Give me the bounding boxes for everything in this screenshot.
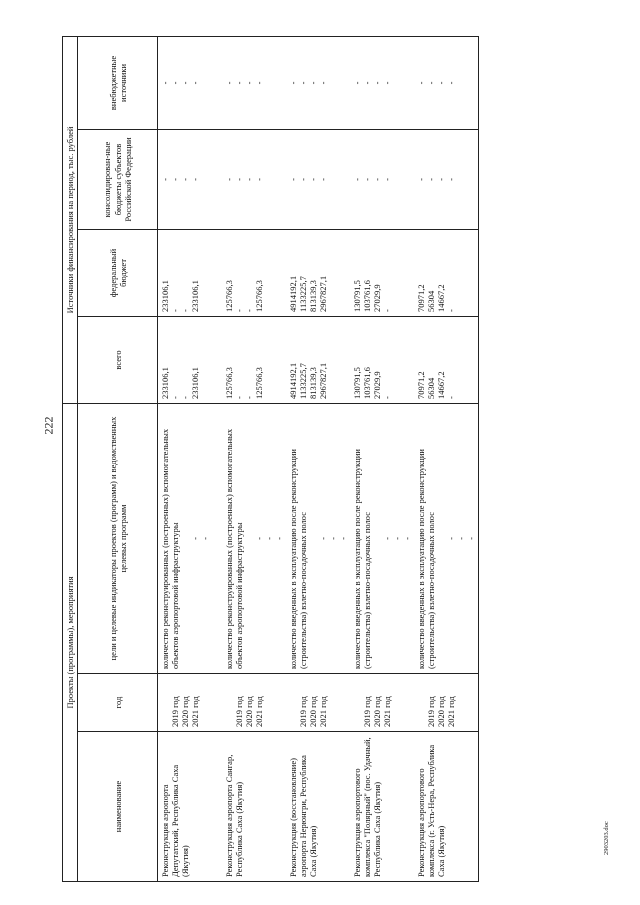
other-cell-value: - [244, 81, 255, 85]
federal-cell-value: - [446, 309, 457, 312]
federal-cell-value: 125766,3 [224, 280, 235, 312]
federal-cell-value: 233106,1 [160, 280, 171, 312]
goal-value-value [244, 408, 254, 669]
project-name-cell: Реконструкция аэропортового комплекса (г. Усть-Нера, Республика Саха (Якутия) [414, 732, 479, 882]
other-cell-value: - [190, 81, 201, 85]
other-cell [414, 36, 479, 129]
regional-cell-value: - [308, 178, 319, 181]
year-cell-value: 2019 год [170, 696, 181, 727]
regional-cell [350, 129, 414, 229]
goal-value-value [308, 408, 318, 669]
other-cell-value: - [180, 81, 191, 85]
goal-value-value [436, 408, 446, 669]
goal-cell [350, 403, 414, 673]
goal-cell [158, 403, 223, 673]
col-total-header: всего [78, 316, 158, 403]
regional-cell-value: - [170, 178, 181, 181]
regional-cell [414, 129, 479, 229]
year-cell-value: 2021 год [190, 696, 201, 727]
other-cell-value: - [308, 81, 319, 85]
federal-cell-value: 2967827,1 [318, 275, 329, 312]
total-cell-value: - [382, 396, 393, 399]
other-cell-value: - [382, 81, 393, 85]
table-row [222, 36, 286, 881]
year-cell-value [224, 678, 234, 727]
regional-cell-value: - [244, 178, 255, 181]
other-cell-value: - [234, 81, 245, 85]
year-cell [222, 674, 286, 732]
goal-text: количество реконструированных (построенных) вспомогательных объектов аэропортовой инфраструктуры [224, 428, 245, 669]
total-cell [222, 316, 286, 403]
federal-cell-value: 4914192,1 [288, 275, 299, 312]
total-cell [414, 316, 479, 403]
federal-cell-value: 70971,2 [416, 284, 427, 312]
goal-value-value: - [456, 537, 467, 540]
year-cell-value: 2019 год [426, 696, 437, 727]
col-federal-header: федеральный бюджет [78, 229, 158, 316]
total-cell-value: 125766,3 [254, 367, 265, 399]
federal-cell-value: 130791,5 [352, 280, 363, 312]
document-code: 2903203.doc [603, 821, 610, 855]
regional-cell-value: - [446, 178, 457, 181]
col-regional-header: консолидирован-ные бюджеты субъектов Российской Федерации [78, 129, 158, 229]
goal-cell [222, 403, 286, 673]
regional-cell-value: - [288, 178, 299, 181]
other-cell [158, 36, 223, 129]
total-cell-value: - [170, 396, 181, 399]
total-cell-value: - [446, 396, 457, 399]
regional-cell-value: - [224, 178, 235, 181]
regional-cell-value: - [436, 178, 447, 181]
goal-value-value: - [200, 537, 211, 540]
total-cell-value: 27029,9 [372, 371, 383, 399]
regional-cell-value: - [160, 178, 171, 181]
year-cell-value: 2019 год [362, 696, 373, 727]
regional-cell-value: - [416, 178, 427, 181]
regional-cell [286, 129, 350, 229]
federal-cell-value: 125766,3 [254, 280, 265, 312]
group-financing-header: Источники финансирования на период, тыс. рублей [63, 36, 78, 403]
table-row [158, 36, 223, 881]
regional-cell [222, 129, 286, 229]
regional-cell-value: - [234, 178, 245, 181]
year-cell-value [416, 678, 426, 727]
goal-value-value: - [446, 537, 457, 540]
regional-cell-value: - [298, 178, 309, 181]
total-cell-value: 103761,6 [362, 367, 373, 399]
project-name-cell: Реконструкция аэропортового комплекса "Полярный" (пос. Удачный, Республика Саха (Якутия) [350, 732, 414, 882]
total-cell-value: - [234, 396, 245, 399]
project-name-cell: Реконструкция (восстановление) аэропорта Нерюнгри, Республика Саха (Якутия) [286, 732, 350, 882]
year-cell-value: 2020 год [436, 696, 447, 727]
year-cell-value: 2021 год [318, 696, 329, 727]
project-name-cell: Реконструкция аэропорта Депутатский, Республика Саха (Якутия) [158, 732, 223, 882]
regional-cell-value: - [382, 178, 393, 181]
other-cell-value: - [224, 81, 235, 85]
other-cell-value: - [170, 81, 181, 85]
federal-cell-value: - [382, 309, 393, 312]
federal-cell [286, 229, 350, 316]
col-name-header: наименование [78, 732, 158, 882]
total-cell-value: 813139,3 [308, 367, 319, 399]
goal-value-value: - [190, 537, 201, 540]
goal-value-value: - [274, 537, 285, 540]
total-cell-value: - [180, 396, 191, 399]
page-number: 222 [41, 416, 56, 435]
year-cell-value: 2021 год [446, 696, 457, 727]
federal-cell-value: 56304 [426, 290, 437, 312]
goal-value-value: - [402, 537, 413, 540]
year-cell-value [160, 678, 170, 727]
other-cell-value: - [160, 81, 171, 85]
other-cell-value: - [446, 81, 457, 85]
total-cell-value: 70971,2 [416, 371, 427, 399]
goal-text: количество введенных в эксплуатацию после реконструкции (строительства) взлетно-посадочных полос [288, 449, 309, 669]
federal-cell-value: - [180, 309, 191, 312]
table-row [286, 36, 350, 881]
federal-cell [158, 229, 223, 316]
goal-value-value [372, 408, 382, 669]
other-cell-value: - [254, 81, 265, 85]
year-cell-value: 2019 год [298, 696, 309, 727]
regional-cell-value: - [362, 178, 373, 181]
regional-cell-value: - [318, 178, 329, 181]
total-cell-value: 130791,5 [352, 367, 363, 399]
goal-text: количество введенных в эксплуатацию после реконструкции (строительства) взлетно-посадочных полос [416, 449, 437, 669]
federal-cell [222, 229, 286, 316]
year-cell-value: 2020 год [180, 696, 191, 727]
total-cell-value: 1133225,7 [298, 363, 309, 399]
other-cell-value: - [436, 81, 447, 85]
goal-value-value: - [466, 537, 477, 540]
year-cell-value: 2019 год [234, 696, 245, 727]
table-row [414, 36, 479, 881]
total-cell-value: 4914192,1 [288, 362, 299, 399]
federal-cell-value: 14667,2 [436, 284, 447, 312]
goal-value-value: - [328, 537, 339, 540]
col-goals-header: цели и целевые индикаторы проектов (программ) и ведомственных целевых программ [78, 403, 158, 673]
other-cell-value: - [426, 81, 437, 85]
other-cell-value: - [362, 81, 373, 85]
year-cell-value: 2021 год [254, 696, 265, 727]
other-cell-value: - [372, 81, 383, 85]
regional-cell-value: - [352, 178, 363, 181]
goal-value-value: - [338, 537, 349, 540]
total-cell-value: 56304 [426, 377, 437, 399]
col-year-header: год [78, 674, 158, 732]
goal-text: количество введенных в эксплуатацию после реконструкции (строительства) взлетно-посадочных полос [352, 449, 373, 669]
goal-cell [414, 403, 479, 673]
other-cell [350, 36, 414, 129]
group-projects-header: Проекты (программы), мероприятия [63, 403, 78, 881]
total-cell-value: - [244, 396, 255, 399]
goal-value-value [210, 408, 220, 669]
other-cell-value: - [298, 81, 309, 85]
year-cell-value: 2020 год [372, 696, 383, 727]
project-name-cell: Реконструкция аэропорта Сангар, Республика Саха (Якутия) [222, 732, 286, 882]
regional-cell-value: - [190, 178, 201, 181]
year-cell-value: 2020 год [244, 696, 255, 727]
federal-cell-value: - [234, 309, 245, 312]
financing-table [62, 36, 479, 882]
other-cell-value: - [352, 81, 363, 85]
year-cell [414, 674, 479, 732]
regional-cell-value: - [372, 178, 383, 181]
total-cell [158, 316, 223, 403]
total-cell-value: 14667,2 [436, 371, 447, 399]
federal-cell-value: - [170, 309, 181, 312]
col-other-header: внебюджетные источники [78, 36, 158, 129]
goal-value-value [180, 408, 190, 669]
federal-cell-value: 27029,9 [372, 284, 383, 312]
federal-cell-value: 813139,3 [308, 280, 319, 312]
year-cell-value: 2020 год [308, 696, 319, 727]
other-cell [222, 36, 286, 129]
total-cell-value: 125766,3 [224, 367, 235, 399]
federal-cell-value: 1133225,7 [298, 276, 309, 312]
federal-cell-value: 103761,6 [362, 280, 373, 312]
total-cell [350, 316, 414, 403]
year-cell [286, 674, 350, 732]
other-cell-value: - [288, 81, 299, 85]
goal-value-value: - [318, 537, 329, 540]
regional-cell [158, 129, 223, 229]
year-cell [350, 674, 414, 732]
regional-cell-value: - [180, 178, 191, 181]
other-cell [286, 36, 350, 129]
total-cell-value: 233106,1 [190, 367, 201, 399]
federal-cell-value: - [244, 309, 255, 312]
year-cell-value: 2021 год [382, 696, 393, 727]
goal-cell [286, 403, 350, 673]
goal-value-value: - [254, 537, 265, 540]
total-cell [286, 316, 350, 403]
goal-text: количество реконструированных (построенных) вспомогательных объектов аэропортовой инфраструктуры [160, 428, 181, 669]
federal-cell-value: 233106,1 [190, 280, 201, 312]
year-cell-value [288, 678, 298, 727]
federal-cell [414, 229, 479, 316]
regional-cell-value: - [426, 178, 437, 181]
goal-value-value: - [392, 537, 403, 540]
year-cell [158, 674, 223, 732]
total-cell-value: 2967827,1 [318, 362, 329, 399]
rotated-table-container [62, 37, 588, 882]
year-cell-value [352, 678, 362, 727]
federal-cell [350, 229, 414, 316]
goal-value-value: - [264, 537, 275, 540]
other-cell-value: - [318, 81, 329, 85]
other-cell-value: - [416, 81, 427, 85]
regional-cell-value: - [254, 178, 265, 181]
table-row [350, 36, 414, 881]
total-cell-value: 233106,1 [160, 367, 171, 399]
goal-value-value: - [382, 537, 393, 540]
